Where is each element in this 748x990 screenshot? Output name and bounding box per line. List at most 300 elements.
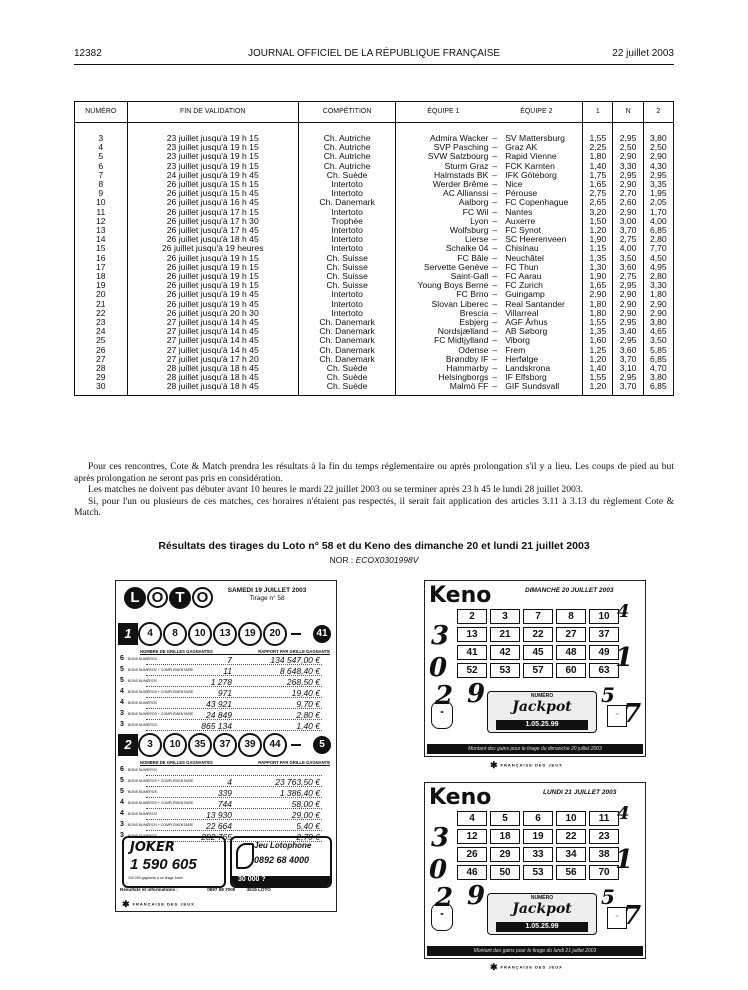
cell-competition: Ch. Autriche: [298, 162, 395, 171]
decorative-digit: 7: [623, 699, 642, 729]
prize-winners: 4: [227, 777, 232, 787]
prize-winners: 971: [217, 688, 232, 698]
prize-rank: 3: [120, 832, 124, 839]
cell-cote-n: 2,90: [613, 290, 643, 299]
prize-row: [120, 721, 330, 731]
cell-cote-1: 1,35: [583, 254, 613, 263]
rules-notes: [74, 461, 674, 519]
table-row: [75, 134, 674, 143]
team-separator: –: [492, 179, 498, 190]
prize-label: BONS NUMÉROS + COMPLÉMENTAIRE: [128, 668, 194, 672]
keno-date: LUNDI 21 JUILLET 2003: [543, 789, 617, 796]
cell-fin-validation: 26 juillet jusqu'à 17 h 15: [127, 208, 298, 217]
telephone-icon: [236, 843, 254, 869]
cell-competition: Ch. Danemark: [298, 355, 395, 364]
cell-equipe1: Brescia: [396, 309, 491, 318]
cell-cote-n: 3,10: [613, 364, 643, 373]
cell-fin-validation: 26 juillet jusqu'à 15 h 15: [127, 180, 298, 189]
prize-row: [120, 821, 330, 831]
cell-cote-n: 3,30: [613, 162, 643, 171]
keno-number: 10: [556, 811, 586, 826]
prize-winners: 24 849: [206, 710, 232, 720]
cell-numero: 28: [75, 364, 128, 373]
team-separator: –: [492, 197, 498, 208]
keno-number: 10: [589, 609, 619, 624]
dotted-leader: [146, 819, 322, 820]
table-row: [75, 171, 674, 180]
equipe2-name: Landskrona: [505, 363, 551, 374]
cell-cote-2: 7,70: [643, 244, 673, 253]
cell-numero: 4: [75, 143, 128, 152]
cell-equipe1: Esbjerg: [396, 318, 491, 327]
loto-ball: 10: [163, 733, 187, 757]
cell-equipe1: Werder Brême: [396, 180, 491, 189]
table-row: [75, 272, 674, 281]
keno-number: 42: [490, 645, 520, 660]
cell-numero: 14: [75, 235, 128, 244]
equipe2-name: IF Elfsborg: [505, 372, 547, 383]
table-header-row: [75, 102, 674, 123]
cell-equipe1: Wolfsburg: [396, 226, 491, 235]
cell-cote-2: 3,35: [643, 180, 673, 189]
nor-reference: [74, 555, 674, 565]
fdj-label: FRANÇAISE DES JEUX: [132, 901, 195, 907]
table-row: [75, 244, 674, 253]
tirage-2-balls: [138, 732, 331, 758]
cell-cote-1: 1,65: [583, 281, 613, 290]
keno-number: 48: [556, 645, 586, 660]
keno-number: 3: [490, 609, 520, 624]
team-separator: –: [492, 188, 498, 199]
cell-competition: Ch. Suède: [298, 382, 395, 395]
team-separator: –: [492, 133, 498, 143]
equipe2-name: FC Synot: [505, 225, 542, 236]
dotted-leader: [146, 719, 322, 720]
prize-label: BONS NUMÉROS: [128, 834, 157, 838]
dotted-leader: [146, 730, 322, 731]
cell-competition: Ch. Suède: [298, 364, 395, 373]
cell-cote-2: 3,80: [643, 373, 673, 382]
cell-cote-n: 3,70: [613, 382, 643, 395]
decorative-digit: 1: [615, 845, 634, 875]
keno-number: 45: [523, 645, 553, 660]
cell-fin-validation: 26 juillet jusqu'à 20 h 30: [127, 309, 298, 318]
cell-fin-validation: 27 juillet jusqu'à 14 h 45: [127, 346, 298, 355]
jackpot-box: [487, 691, 597, 733]
cell-cote-n: 2,95: [613, 134, 643, 143]
equipe2-name: AB Søborg: [505, 326, 548, 337]
table-row: [75, 180, 674, 189]
cell-cote-2: 2,50: [643, 143, 673, 152]
loto-ball: 10: [188, 622, 212, 646]
loto-bonus-ball: 41: [313, 625, 331, 643]
cell-cote-1: 2,90: [583, 290, 613, 299]
equipe2-name: Chisinau: [505, 243, 539, 254]
prize-label: BONS NUMÉROS: [128, 790, 157, 794]
prize-amount: 134 547,00 €: [270, 655, 320, 665]
cell-cote-2: 1,80: [643, 290, 673, 299]
col-header-winners: NOMBRE DE GRILLES GAGNANTES: [140, 649, 213, 654]
col-header-amount: RAPPORT PAR GRILLE GAGNANTE: [258, 649, 330, 654]
cell-cote-1: 2,75: [583, 189, 613, 198]
prize-winners: 7: [227, 655, 232, 665]
cell-fin-validation: 26 juillet jusqu'à 17 h 45: [127, 226, 298, 235]
cell-cote-2: 4,50: [643, 254, 673, 263]
cell-equipe1: Nordsjælland: [396, 327, 491, 336]
cell-cote-1: 1,55: [583, 134, 613, 143]
team-separator: –: [492, 151, 498, 162]
minitel-icon: ▭: [607, 907, 627, 929]
team-separator: –: [492, 261, 498, 272]
team-separator: –: [492, 280, 498, 291]
cell-fin-validation: 26 juillet jusqu'à 19 h 45: [127, 290, 298, 299]
cell-competition: Ch. Danemark: [298, 346, 395, 355]
team-separator: –: [492, 234, 498, 245]
cell-cote-1: 1,40: [583, 364, 613, 373]
keno-number: 37: [589, 627, 619, 642]
cell-fin-validation: 27 juillet jusqu'à 14 h 45: [127, 318, 298, 327]
dotted-leader: [146, 675, 322, 676]
equipe2-name: Nice: [505, 179, 523, 190]
cell-cote-2: 2,80: [643, 272, 673, 281]
fdj-star-icon: ✱: [122, 899, 131, 909]
cell-cote-2: 3,30: [643, 281, 673, 290]
cell-equipe1: Schalke 04: [396, 244, 491, 253]
keno-number: 11: [589, 811, 619, 826]
cell-competition: Intertoto: [298, 290, 395, 299]
cell-cote-1: 1,75: [583, 171, 613, 180]
cell-equipe1: Odense: [396, 346, 491, 355]
keno-number: 49: [589, 645, 619, 660]
equipe2-name: FC Copenhague: [505, 197, 569, 208]
table-row: [75, 217, 674, 226]
dotted-leader: [146, 775, 322, 776]
prize-amount: 1 386,40 €: [279, 788, 320, 798]
cell-equipe1: Halmstads BK: [396, 171, 491, 180]
equipe2-name: Rapid Vienne: [505, 151, 557, 162]
prize-rank: 3: [120, 710, 124, 717]
loto-ball: 37: [213, 733, 237, 757]
cell-equipe1: Brøndby IF: [396, 355, 491, 364]
decorative-digit: 9: [467, 679, 486, 709]
cell-numero: 15: [75, 244, 128, 253]
equipe2-name: SC Heerenveen: [505, 234, 567, 245]
fdj-star-icon: ✱: [490, 962, 499, 972]
equipe2-name: FC Aarau: [505, 271, 542, 282]
prize-winners: 744: [217, 799, 232, 809]
cell-equipe1: Young Boys Berne: [396, 281, 491, 290]
col-equipe2: ÉQUIPE 2: [490, 102, 582, 123]
keno-number: 63: [589, 663, 619, 678]
cell-cote-1: 1,90: [583, 235, 613, 244]
loto-footer-label: Résultats et informations :: [120, 887, 178, 892]
prize-rank: 5: [120, 666, 124, 673]
cell-numero: 12: [75, 217, 128, 226]
prize-row: [120, 777, 330, 787]
cell-cote-n: 2,50: [613, 143, 643, 152]
cell-cote-2: 2,90: [643, 309, 673, 318]
dotted-leader: [146, 708, 322, 709]
cell-fin-validation: 23 juillet jusqu'à 19 h 15: [127, 143, 298, 152]
cell-cote-n: 4,00: [613, 244, 643, 253]
cell-numero: 16: [75, 254, 128, 263]
cell-numero: 23: [75, 318, 128, 327]
cell-cote-n: 2,90: [613, 208, 643, 217]
prize-label: BONS NUMÉROS: [128, 657, 157, 661]
cell-cote-1: 1,20: [583, 355, 613, 364]
jackpot-label: NUMÉRO: [530, 693, 554, 699]
cell-equipe1: Admira Wacker: [396, 134, 491, 143]
page-number: 12382: [74, 48, 102, 59]
prize-rank: 4: [120, 799, 124, 806]
cell-cote-2: 4,30: [643, 162, 673, 171]
equipe2-name: Viborg: [505, 335, 530, 346]
cell-numero: 13: [75, 226, 128, 235]
prize-rank: 4: [120, 810, 124, 817]
cell-cote-n: 3,60: [613, 346, 643, 355]
prize-amount: 2,70 €: [296, 832, 320, 842]
prize-winners: 1 278: [210, 677, 232, 687]
cell-cote-2: 4,70: [643, 364, 673, 373]
nor-label: NOR :: [329, 555, 354, 565]
keno-number: 52: [457, 663, 487, 678]
cell-cote-n: 2,90: [613, 309, 643, 318]
cell-cote-1: 1,25: [583, 346, 613, 355]
cell-equipe1: Lyon: [396, 217, 491, 226]
keno-number: 57: [523, 663, 553, 678]
cell-equipe1: FC Wil: [396, 208, 491, 217]
cell-competition: Ch. Danemark: [298, 336, 395, 345]
cell-numero: 27: [75, 355, 128, 364]
cell-equipe1: SVP Pasching: [396, 143, 491, 152]
loto-logo: [124, 587, 214, 609]
cell-cote-n: 2,95: [613, 336, 643, 345]
team-separator: –: [492, 326, 498, 337]
prize-label: BONS NUMÉROS: [128, 701, 157, 705]
decorative-digit: 4: [617, 601, 630, 622]
cell-competition: Intertoto: [298, 309, 395, 318]
prize-label: BONS NUMÉROS + COMPLÉMENTAIRE: [128, 712, 194, 716]
cell-competition: Ch. Suisse: [298, 281, 395, 290]
fdj-logo: [490, 962, 563, 973]
keno-number: 29: [490, 847, 520, 862]
cell-cote-2: 4,00: [643, 217, 673, 226]
note-paragraph: Si, pour l'un ou plusieurs de ces matches, ces horaires n'étaient pas respectés, il serait fait application des articles 3.11 à 3.13 du règlement Cote & Match.: [74, 495, 674, 519]
separator-dash: [291, 744, 301, 746]
cell-fin-validation: 27 juillet jusqu'à 14 h 45: [127, 336, 298, 345]
table-row: [75, 162, 674, 171]
cell-cote-n: 2,95: [613, 373, 643, 382]
loto-logo-letter: L: [124, 587, 146, 609]
equipe2-name: Neuchâtel: [505, 252, 544, 263]
prize-amount: 5,40 €: [296, 821, 320, 831]
prize-amount: 1,40 €: [296, 721, 320, 731]
equipe2-name: FC Thun: [505, 261, 539, 272]
note-paragraph: Les matches ne doivent pas débuter avant 10 heures le mardi 22 juillet 2003 ou se terminer après 23 h 45 le lundi 28 juillet 2003.: [88, 484, 584, 496]
team-separator: –: [492, 298, 498, 309]
table-row: [75, 290, 674, 299]
keno-number: 53: [490, 663, 520, 678]
cell-cote-1: 2,65: [583, 198, 613, 207]
keno-number-grid: [457, 609, 619, 678]
equipe2-name: Real Santander: [505, 298, 565, 309]
table-row: [75, 300, 674, 309]
cell-cote-2: 3,50: [643, 336, 673, 345]
col-1: 1: [583, 102, 613, 123]
cell-cote-2: 4,65: [643, 327, 673, 336]
prize-rank: 4: [120, 688, 124, 695]
table-row: [75, 198, 674, 207]
prize-amount: 9,70 €: [296, 699, 320, 709]
cell-competition: Ch. Suisse: [298, 272, 395, 281]
keno-number: 2: [457, 609, 487, 624]
cell-equipe2: [490, 382, 582, 395]
cell-cote-n: 2,75: [613, 235, 643, 244]
table-row: [75, 263, 674, 272]
team-separator: –: [492, 271, 498, 282]
cell-numero: 24: [75, 327, 128, 336]
cell-cote-1: 1,80: [583, 309, 613, 318]
cell-cote-n: 2,90: [613, 300, 643, 309]
fdj-label: FRANÇAISE DES JEUX: [500, 762, 563, 768]
cell-equipe1: AC Allianssi: [396, 189, 491, 198]
cell-cote-1: 1,55: [583, 373, 613, 382]
cell-cote-n: 2,95: [613, 281, 643, 290]
prize-row: [120, 799, 330, 809]
loto-logo-letter: O: [192, 587, 213, 608]
cell-competition: Ch. Suisse: [298, 263, 395, 272]
cell-fin-validation: 23 juillet jusqu'à 19 h 15: [127, 152, 298, 161]
cell-numero: 29: [75, 373, 128, 382]
prize-rank: 3: [120, 721, 124, 728]
team-separator: –: [492, 142, 498, 153]
keno-number: 7: [523, 609, 553, 624]
prize-row: [120, 810, 330, 820]
loto-draw-info: [212, 587, 322, 603]
decorative-digit: 0: [429, 653, 448, 683]
team-separator: –: [492, 243, 498, 254]
loto-footer-minitel: 3615 LOTO: [246, 887, 271, 892]
loto-ball: 39: [238, 733, 262, 757]
separator-dash: [291, 633, 301, 635]
prize-rank: 6: [120, 766, 124, 773]
cell-numero: 21: [75, 300, 128, 309]
loto-logo-letter: T: [169, 587, 191, 609]
keno-number: 21: [490, 627, 520, 642]
col-fin-validation: FIN DE VALIDATION: [127, 102, 298, 123]
prize-row: [120, 666, 330, 676]
decorative-digit: 0: [429, 855, 448, 885]
cell-numero: 10: [75, 198, 128, 207]
fdj-logo: [122, 899, 195, 910]
team-separator: –: [492, 317, 498, 328]
joker-box: [122, 836, 226, 888]
decorative-digit: 2: [435, 883, 454, 913]
table-row: [75, 355, 674, 364]
keno-number: 53: [523, 865, 553, 880]
table-row: [75, 208, 674, 217]
prize-winners: 11: [223, 666, 232, 676]
prize-rank: 5: [120, 788, 124, 795]
cell-competition: Ch. Suède: [298, 171, 395, 180]
cell-equipe1: Helsingborgs: [396, 373, 491, 382]
keno-number: 13: [457, 627, 487, 642]
decorative-digit: 1: [615, 643, 634, 673]
prize-rank: 6: [120, 655, 124, 662]
cell-cote-n: 3,40: [613, 327, 643, 336]
team-separator: –: [492, 353, 498, 364]
loto-ball: 4: [138, 622, 162, 646]
loto-ball: 3: [138, 733, 162, 757]
joker-note: 100 000 gagnants à un tirage Joker: [128, 876, 184, 880]
keno-number: 33: [523, 847, 553, 862]
team-separator: –: [492, 225, 498, 236]
cell-fin-validation: 26 juillet jusqu'à 17 h 30: [127, 217, 298, 226]
keno-ticket-monday: [424, 782, 646, 959]
prize-amount: 268,50 €: [286, 677, 320, 687]
table-row: [75, 143, 674, 152]
cell-fin-validation: 27 juillet jusqu'à 14 h 45: [127, 327, 298, 336]
joker-number: 1 590 605: [130, 856, 197, 873]
jackpot-label: NUMÉRO: [530, 895, 554, 901]
jackpot-number: 1.05.25.99: [496, 720, 588, 730]
keno-date: DIMANCHE 20 JUILLET 2003: [525, 587, 614, 594]
loto-ball: 20: [263, 622, 287, 646]
cell-equipe1: Saint-Gall: [396, 272, 491, 281]
cell-cote-2: 6,85: [643, 382, 673, 395]
cell-cote-n: 2,75: [613, 272, 643, 281]
cell-competition: Intertoto: [298, 180, 395, 189]
equipe2-name: Auxerre: [505, 215, 536, 226]
team-separator: –: [492, 169, 498, 180]
cell-fin-validation: 26 juillet jusqu'à 19 heures: [127, 244, 298, 253]
cell-cote-2: 3,80: [643, 134, 673, 143]
equipe2-name: Guingamp: [505, 289, 545, 300]
keno-number: 6: [523, 811, 553, 826]
prize-label: BONS NUMÉROS + COMPLÉMENTAIRE: [128, 690, 194, 694]
cell-fin-validation: 23 juillet jusqu'à 19 h 15: [127, 162, 298, 171]
cell-equipe1: Sturm Graz: [396, 162, 491, 171]
table-row: [75, 382, 674, 395]
prize-winners: 865 134: [201, 721, 232, 731]
prize-winners: 339: [217, 788, 232, 798]
cell-cote-1: 1,40: [583, 162, 613, 171]
cell-cote-n: 2,90: [613, 152, 643, 161]
cell-cote-n: 2,60: [613, 198, 643, 207]
cell-cote-1: 1,50: [583, 217, 613, 226]
cell-fin-validation: 26 juillet jusqu'à 19 h 45: [127, 300, 298, 309]
cell-numero: 19: [75, 281, 128, 290]
jackpot-number: 1.05.25.99: [496, 922, 588, 932]
prize-label: BONS NUMÉROS: [128, 679, 157, 683]
keno-number: 26: [457, 847, 487, 862]
prize-winners: 282 765: [201, 832, 232, 842]
equipe2-name: Frem: [505, 344, 526, 355]
cell-equipe1: Malmö FF: [396, 382, 491, 395]
loto-ball: 13: [213, 622, 237, 646]
cell-fin-validation: 26 juillet jusqu'à 19 h 15: [127, 263, 298, 272]
decorative-digit: 4: [617, 803, 630, 824]
jackpot-box: [487, 893, 597, 935]
joker-label: JOKER: [130, 840, 175, 855]
cell-competition: Ch. Suisse: [298, 254, 395, 263]
cell-fin-validation: 26 juillet jusqu'à 16 h 45: [127, 198, 298, 207]
cell-equipe1: Hammarby: [396, 364, 491, 373]
cell-equipe1: Servette Genève: [396, 263, 491, 272]
prize-rank: 5: [120, 677, 124, 684]
cell-competition: Ch. Suède: [298, 373, 395, 382]
cell-cote-2: 1,70: [643, 208, 673, 217]
